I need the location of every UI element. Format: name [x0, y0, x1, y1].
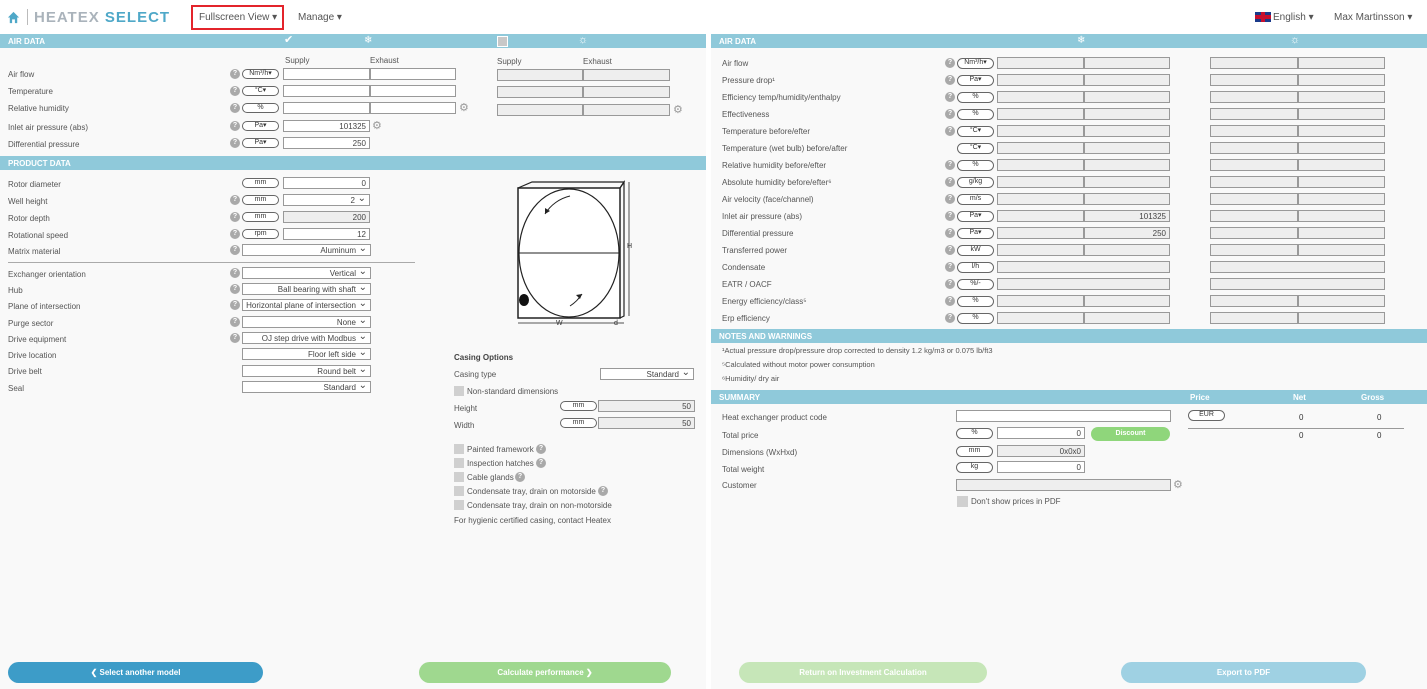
winter-supply-value — [997, 244, 1084, 256]
winter-exhaust-value — [1084, 312, 1170, 324]
summer-exhaust-value — [1298, 108, 1385, 120]
inspection-hatches-checkbox[interactable] — [454, 458, 464, 468]
winter-supply-value — [997, 125, 1084, 137]
summer-exhaust-value — [1298, 142, 1385, 154]
result-row-label: Air velocity (face/channel) — [722, 195, 814, 204]
result-row-label: Temperature (wet bulb) before/after — [722, 144, 848, 153]
winter-exhaust-value — [1084, 108, 1170, 120]
unit-selector[interactable]: %/- — [957, 279, 994, 290]
casing-type-select[interactable]: Standard ⌄ — [600, 368, 694, 380]
summer-supply-value — [1210, 210, 1298, 222]
help-icon[interactable]: ? — [945, 126, 955, 136]
result-row-label: Condensate — [722, 263, 766, 272]
sun-icon: ☼ — [578, 34, 589, 46]
help-icon[interactable]: ? — [536, 444, 546, 454]
top-bar — [0, 0, 1427, 34]
plane-of-intersection-select[interactable]: Horizontal plane of intersection ⌄ — [242, 299, 371, 311]
drive-belt-select[interactable]: Round belt ⌄ — [242, 365, 371, 377]
note-5: ⁵Calculated without motor power consumption — [722, 360, 875, 369]
exhaust-temperature-input[interactable] — [370, 85, 456, 97]
winter-exhaust-value — [1084, 295, 1170, 307]
left-panel — [0, 34, 706, 689]
drive-location-select[interactable]: Floor left side ⌄ — [242, 348, 371, 360]
condensate-nonmotorside-checkbox[interactable] — [454, 500, 464, 510]
unit-label: % — [242, 103, 279, 113]
customer-label: Customer — [722, 481, 757, 490]
gross-price-value: 0 — [1377, 413, 1382, 422]
result-row-label: Efficiency temp/humidity/enthalpy — [722, 93, 841, 102]
summer-supply-value — [1210, 295, 1298, 307]
help-icon[interactable]: ? — [945, 262, 955, 272]
gear-icon[interactable]: ⚙ — [459, 102, 469, 114]
customer-input[interactable] — [956, 479, 1171, 491]
help-icon[interactable]: ? — [945, 211, 955, 221]
hide-prices-checkbox[interactable] — [957, 496, 968, 507]
painted-framework-label: Painted framework — [467, 445, 534, 454]
summer-supply-value — [1210, 244, 1298, 256]
winter-exhaust-value — [1084, 91, 1170, 103]
summary-header: SUMMARY — [711, 390, 1427, 404]
winter-result-value — [997, 261, 1170, 273]
nonstandard-dimensions-label: Non-standard dimensions — [467, 387, 559, 396]
help-icon[interactable]: ? — [945, 109, 955, 119]
unit-selector[interactable]: °C▾ — [242, 86, 279, 96]
winter-exhaust-value — [1084, 193, 1170, 205]
w-dimension-label: W — [556, 320, 563, 327]
help-icon[interactable]: ? — [945, 75, 955, 85]
matrix-material-select[interactable]: Aluminum ⌄ — [242, 244, 371, 256]
help-icon[interactable]: ? — [536, 458, 546, 468]
help-icon[interactable]: ? — [230, 300, 240, 310]
drive-equipment-select[interactable]: OJ step drive with Modbus ⌄ — [242, 332, 371, 344]
summer-supply-humidity — [497, 104, 583, 116]
summer-exhaust-humidity — [583, 104, 670, 116]
help-icon[interactable]: ? — [945, 177, 955, 187]
hide-prices-label: Don't show prices in PDF — [971, 497, 1061, 506]
unit-label: mm — [956, 446, 993, 457]
winter-exhaust-value — [1084, 176, 1170, 188]
summer-supply-value — [1210, 91, 1298, 103]
rotor-diagram — [510, 176, 640, 330]
help-icon[interactable]: ? — [230, 212, 240, 222]
width-value: 50 — [598, 417, 695, 429]
help-icon[interactable]: ? — [515, 472, 525, 482]
summer-exhaust-value — [1298, 176, 1385, 188]
temperature-label: Temperature — [8, 87, 53, 96]
snowflake-icon: ❄ — [364, 35, 373, 46]
help-icon[interactable]: ? — [945, 160, 955, 170]
notes-header: NOTES AND WARNINGS — [711, 329, 1427, 343]
unit-selector[interactable]: % — [957, 313, 994, 324]
winter-supply-value — [997, 176, 1084, 188]
result-row-label: Absolute humidity before/efter⁶ — [722, 178, 832, 187]
result-row-label: Air flow — [722, 59, 749, 68]
note-6: ⁶Humidity/ dry air — [722, 374, 780, 383]
net-total-value: 0 — [1299, 431, 1304, 440]
cable-glands-checkbox[interactable] — [454, 472, 464, 482]
gross-total-value: 0 — [1377, 431, 1382, 440]
checkmark-icon[interactable]: ✔ — [284, 34, 294, 46]
uk-flag-icon — [1255, 12, 1271, 22]
exhaust-humidity-input[interactable] — [370, 102, 456, 114]
price-header: Price — [1190, 393, 1210, 402]
brand-logo: HEATEX SELECT — [34, 9, 171, 26]
drive-belt-label: Drive belt — [8, 367, 42, 376]
help-icon[interactable]: ? — [230, 229, 240, 239]
winter-supply-value — [997, 295, 1084, 307]
winter-exhaust-value: 250 — [1084, 227, 1170, 239]
help-icon[interactable]: ? — [598, 486, 608, 496]
summer-supply-value — [1210, 159, 1298, 171]
winter-result-value — [997, 278, 1170, 290]
supply-header: Supply — [285, 56, 310, 65]
exchanger-orientation-select[interactable]: Vertical ⌄ — [242, 267, 371, 279]
summer-exhaust-value — [1298, 91, 1385, 103]
exhaust-header: Exhaust — [370, 56, 399, 65]
result-row-label: Effectiveness — [722, 110, 770, 119]
well-height-select[interactable]: 2 ⌄ — [283, 194, 370, 206]
unit-selector[interactable]: m/s — [957, 194, 994, 205]
unit-selector[interactable]: Nm³/h▾ — [242, 69, 279, 79]
unit-selector[interactable]: % — [957, 109, 994, 120]
help-icon[interactable]: ? — [230, 103, 240, 113]
summer-supply-temperature — [497, 86, 583, 98]
winter-exhaust-value — [1084, 74, 1170, 86]
differential-pressure-input[interactable]: 250 — [283, 137, 370, 149]
seal-select[interactable]: Standard ⌄ — [242, 381, 371, 393]
result-row-label: Differential pressure — [722, 229, 794, 238]
cable-glands-label: Cable glands — [467, 473, 514, 482]
dimensions-value: 0x0x0 — [997, 445, 1085, 457]
results-air-data-header: AIR DATA — [711, 34, 1427, 48]
net-price-value: 0 — [1299, 413, 1304, 422]
unit-selector[interactable]: Pa▾ — [242, 121, 279, 131]
seal-label: Seal — [8, 384, 25, 393]
condensate-motorside-checkbox[interactable] — [454, 486, 464, 496]
select-another-model-button[interactable]: ❮ Select another model — [8, 662, 263, 683]
unit-selector[interactable]: Pa▾ — [957, 228, 994, 239]
unit-selector[interactable]: kW — [957, 245, 994, 256]
gear-icon[interactable]: ⚙ — [1173, 479, 1183, 491]
summer-exhaust-value — [1298, 312, 1385, 324]
painted-framework-checkbox[interactable] — [454, 444, 464, 454]
product-code-label: Heat exchanger product code — [722, 413, 827, 422]
fullscreen-view-menu[interactable]: Fullscreen View ▾ — [191, 5, 284, 30]
total-price-input[interactable]: 0 — [997, 427, 1085, 439]
summer-supply-value — [1210, 142, 1298, 154]
result-row-label: Inlet air pressure (abs) — [722, 212, 803, 221]
nonstandard-dimensions-checkbox[interactable] — [454, 386, 464, 396]
price-divider — [1188, 428, 1404, 429]
plane-of-intersection-label: Plane of intersection — [8, 302, 81, 311]
unit-selector[interactable]: °C▾ — [957, 126, 994, 137]
summer-supply-value — [1210, 57, 1298, 69]
summer-exhaust-value — [1298, 125, 1385, 137]
summer-exhaust-value — [1298, 227, 1385, 239]
summer-exhaust-value — [1298, 244, 1385, 256]
result-row-label: Relative humidity before/efter — [722, 161, 827, 170]
rotor-diameter-input[interactable]: 0 — [283, 177, 370, 189]
winter-exhaust-value: 101325 — [1084, 210, 1170, 222]
unit-selector[interactable]: Pa▾ — [242, 138, 279, 148]
result-row-label: Pressure drop¹ — [722, 76, 775, 85]
differential-pressure-label: Differential pressure — [8, 140, 80, 149]
manage-menu[interactable]: Manage ▾ — [298, 12, 342, 23]
hub-select[interactable]: Ball bearing with shaft ⌄ — [242, 283, 371, 295]
help-icon[interactable]: ? — [230, 69, 240, 79]
result-row-label: Temperature before/efter — [722, 127, 811, 136]
dimensions-label: Dimensions (WxHxd) — [722, 448, 798, 457]
winter-exhaust-value — [1084, 142, 1170, 154]
winter-supply-value — [997, 193, 1084, 205]
result-row-label: EATR / OACF — [722, 280, 772, 289]
unit-selector[interactable]: l/h — [957, 262, 994, 273]
supply-air-flow-input[interactable] — [283, 68, 370, 80]
help-icon[interactable]: ? — [945, 194, 955, 204]
condensate-nonmotorside-label: Condensate tray, drain on non-motorside — [467, 501, 612, 510]
winter-supply-value — [997, 210, 1084, 222]
summer-result-value — [1210, 278, 1385, 290]
summer-checkbox[interactable] — [497, 36, 508, 47]
hub-label: Hub — [8, 286, 23, 295]
summer-exhaust-air-flow — [583, 69, 670, 81]
roi-calculation-button[interactable]: Return on Investment Calculation — [739, 662, 987, 683]
net-header: Net — [1293, 393, 1306, 402]
summer-supply-value — [1210, 227, 1298, 239]
help-icon[interactable]: ? — [945, 92, 955, 102]
summer-exhaust-value — [1298, 210, 1385, 222]
discount-button[interactable]: Discount — [1091, 427, 1170, 441]
winter-supply-value — [997, 312, 1084, 324]
winter-exhaust-value — [1084, 244, 1170, 256]
air-data-header: AIR DATA — [0, 34, 706, 48]
matrix-material-label: Matrix material — [8, 247, 61, 256]
unit-selector[interactable]: % — [957, 92, 994, 103]
winter-supply-value — [997, 108, 1084, 120]
unit-selector[interactable]: °C▾ — [957, 143, 994, 154]
exchanger-orientation-label: Exchanger orientation — [8, 270, 86, 279]
unit-label: mm — [560, 418, 597, 428]
language-menu[interactable]: English ▾ — [1255, 12, 1314, 23]
well-height-label: Well height — [8, 197, 48, 206]
rotational-speed-label: Rotational speed — [8, 231, 69, 240]
summer-exhaust-value — [1298, 295, 1385, 307]
supply-humidity-input[interactable] — [283, 102, 370, 114]
total-price-label: Total price — [722, 431, 759, 440]
divider — [27, 9, 28, 25]
height-value: 50 — [598, 400, 695, 412]
help-icon[interactable]: ? — [230, 195, 240, 205]
note-1: ¹Actual pressure drop/pressure drop corrected to density 1.2 kg/m3 or 0.075 lb/ft3 — [722, 346, 993, 355]
unit-selector[interactable]: Pa▾ — [957, 75, 994, 86]
user-menu[interactable]: Max Martinsson ▾ — [1334, 12, 1413, 23]
inspection-hatches-label: Inspection hatches — [467, 459, 534, 468]
inlet-pressure-input[interactable]: 101325 — [283, 120, 370, 132]
snowflake-icon: ❄ — [1077, 35, 1086, 46]
gross-header: Gross — [1361, 393, 1385, 402]
unit-label: % — [956, 428, 993, 439]
summer-supply-value — [1210, 193, 1298, 205]
divider — [8, 262, 415, 263]
result-row-label: Energy efficiency/class⁵ — [722, 297, 807, 306]
rotor-depth-label: Rotor depth — [8, 214, 50, 223]
product-data-header: PRODUCT DATA — [0, 156, 706, 170]
unit-selector[interactable]: % — [957, 160, 994, 171]
unit-label: mm — [242, 178, 279, 188]
gear-icon[interactable]: ⚙ — [372, 120, 382, 132]
total-weight-value: 0 — [997, 461, 1085, 473]
help-icon[interactable]: ? — [230, 333, 240, 343]
winter-supply-value — [997, 142, 1084, 154]
summer-exhaust-value — [1298, 74, 1385, 86]
d-dimension-label: d — [614, 320, 618, 327]
winter-exhaust-value — [1084, 125, 1170, 137]
summer-result-value — [1210, 261, 1385, 273]
calculate-performance-button[interactable]: Calculate performance ❯ — [419, 662, 671, 683]
summer-supply-value — [1210, 125, 1298, 137]
supply-header-2: Supply — [497, 57, 522, 66]
purge-sector-select[interactable]: None ⌄ — [242, 316, 371, 328]
help-icon[interactable]: ? — [230, 138, 240, 148]
export-pdf-button[interactable]: Export to PDF — [1121, 662, 1366, 683]
summer-exhaust-temperature — [583, 86, 670, 98]
help-icon[interactable]: ? — [945, 245, 955, 255]
help-icon[interactable]: ? — [230, 121, 240, 131]
unit-selector[interactable]: Nm³/h▾ — [957, 58, 994, 69]
winter-supply-value — [997, 159, 1084, 171]
unit-label: kg — [956, 462, 993, 473]
summer-supply-value — [1210, 176, 1298, 188]
gear-icon[interactable]: ⚙ — [673, 104, 683, 116]
supply-temperature-input[interactable] — [283, 85, 370, 97]
relative-humidity-label: Relative humidity — [8, 104, 69, 113]
rotor-depth-value: 200 — [283, 211, 370, 223]
summer-supply-value — [1210, 312, 1298, 324]
rotor-diameter-label: Rotor diameter — [8, 180, 61, 189]
unit-label: rpm — [242, 229, 279, 239]
summer-supply-value — [1210, 74, 1298, 86]
help-icon[interactable]: ? — [230, 317, 240, 327]
h-dimension-label: H — [627, 243, 633, 250]
unit-label: mm — [242, 195, 279, 205]
unit-selector[interactable]: % — [957, 296, 994, 307]
summer-exhaust-value — [1298, 193, 1385, 205]
exhaust-header-2: Exhaust — [583, 57, 612, 66]
hygienic-note: For hygienic certified casing, contact Heatex — [454, 516, 611, 525]
winter-supply-value — [997, 74, 1084, 86]
help-icon[interactable]: ? — [230, 86, 240, 96]
help-icon[interactable]: ? — [230, 284, 240, 294]
winter-supply-value — [997, 227, 1084, 239]
product-code-input[interactable] — [956, 410, 1171, 422]
condensate-motorside-label: Condensate tray, drain on motorside — [467, 487, 596, 496]
purge-sector-label: Purge sector — [8, 319, 54, 328]
casing-type-label: Casing type — [454, 370, 497, 379]
help-icon[interactable]: ? — [945, 279, 955, 289]
drive-equipment-label: Drive equipment — [8, 335, 67, 344]
unit-selector[interactable]: g/kg — [957, 177, 994, 188]
drive-location-label: Drive location — [8, 351, 57, 360]
winter-exhaust-value — [1084, 159, 1170, 171]
result-row-label: Erp efficiency — [722, 314, 770, 323]
winter-supply-value — [997, 91, 1084, 103]
width-label: Width — [454, 421, 475, 430]
exhaust-air-flow-input[interactable] — [370, 68, 456, 80]
winter-supply-value — [997, 57, 1084, 69]
height-label: Height — [454, 404, 478, 413]
help-icon[interactable]: ? — [230, 268, 240, 278]
summer-exhaust-value — [1298, 159, 1385, 171]
total-weight-label: Total weight — [722, 465, 765, 474]
result-row-label: Transferred power — [722, 246, 788, 255]
unit-label: mm — [560, 401, 597, 411]
help-icon[interactable]: ? — [945, 228, 955, 238]
currency-selector[interactable]: EUR — [1188, 410, 1225, 421]
air-flow-label: Air flow — [8, 70, 35, 79]
unit-selector[interactable]: Pa▾ — [957, 211, 994, 222]
inlet-pressure-label: Inlet air pressure (abs) — [8, 123, 89, 132]
help-icon[interactable]: ? — [945, 296, 955, 306]
help-icon[interactable]: ? — [230, 245, 240, 255]
winter-exhaust-value — [1084, 57, 1170, 69]
unit-label: mm — [242, 212, 279, 222]
home-icon[interactable] — [7, 11, 20, 24]
casing-options-title: Casing Options — [454, 353, 514, 362]
help-icon[interactable]: ? — [945, 58, 955, 68]
summer-supply-value — [1210, 108, 1298, 120]
rotational-speed-input[interactable]: 12 — [283, 228, 370, 240]
summer-supply-air-flow — [497, 69, 583, 81]
help-icon[interactable]: ? — [945, 313, 955, 323]
sun-icon: ☼ — [1290, 34, 1301, 46]
summer-exhaust-value — [1298, 57, 1385, 69]
